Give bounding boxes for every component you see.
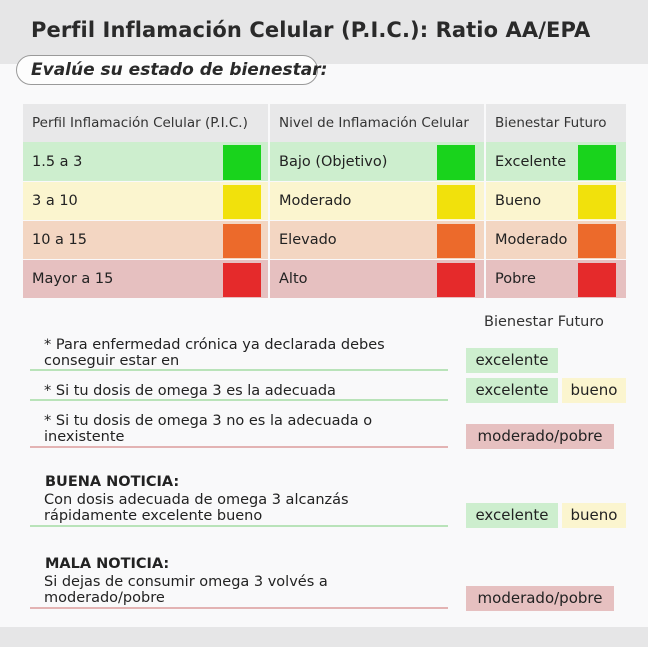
note-line: conseguir estar en [44,353,180,369]
note-line: Si dejas de consumir omega 3 volvés a [44,574,328,590]
column-header-nivel: Nivel de Inflamación Celular [270,104,484,142]
note-heading: BUENA NOTICIA: [45,474,180,490]
note-underline [30,525,448,527]
cell-pic: Mayor a 15 [23,260,268,298]
cell-pic: 10 a 15 [23,221,268,259]
wellbeing-tag: excelente [466,348,558,373]
note-line: * Si tu dosis de omega 3 es la adecuada [44,383,336,399]
footer-band [0,627,648,647]
column-header-pic: Perfil Inflamación Celular (P.I.C.) [23,104,268,142]
note-item [44,413,372,445]
note-line: * Para enfermedad crónica ya declarada debes [44,337,385,353]
wellbeing-tag: excelente [466,378,558,403]
notes-column-header: Bienestar Futuro [484,314,604,330]
level-color-swatch [437,263,475,297]
level-color-swatch [223,185,261,219]
page-title: Perfil Inflamación Celular (P.I.C.): Ratio AA/EPA [31,18,591,42]
wellbeing-tag: bueno [562,503,626,528]
level-color-swatch [437,185,475,219]
cell-nivel: Alto [270,260,484,298]
page-subtitle: Evalúe su estado de bienestar: [16,55,318,85]
cell-bienestar: Bueno [486,182,626,220]
cell-pic: 1.5 a 3 [23,142,268,181]
table-row [23,142,626,181]
wellbeing-tag: bueno [562,378,626,403]
level-color-swatch [578,263,616,297]
note-underline [30,399,448,401]
level-color-swatch [223,263,261,297]
wellbeing-tag: excelente [466,503,558,528]
level-color-swatch [437,224,475,258]
note-item [44,337,385,369]
column-header-bienestar: Bienestar Futuro [486,104,626,142]
note-line: * Si tu dosis de omega 3 no es la adecuada o [44,413,373,429]
note-line: moderado/pobre [44,590,165,606]
cell-bienestar: Moderado [486,221,626,259]
table-row [23,260,626,298]
wellbeing-tag: moderado/pobre [466,586,614,611]
note-line: Con dosis adecuada de omega 3 alcanzás [44,492,349,508]
wellbeing-tag: moderado/pobre [466,424,614,449]
level-color-swatch [223,224,261,258]
note-heading: MALA NOTICIA: [45,556,170,572]
level-color-swatch [223,145,261,180]
level-color-swatch [578,224,616,258]
note-line: rápidamente excelente bueno [44,508,263,524]
cell-nivel: Bajo (Objetivo) [270,142,484,181]
table-header-row [23,104,626,142]
level-color-swatch [578,185,616,219]
level-color-swatch [578,145,616,180]
note-underline [30,369,448,371]
note-item [44,556,328,606]
note-item [44,474,349,524]
cell-pic: 3 a 10 [23,182,268,220]
note-underline [30,446,448,448]
cell-nivel: Moderado [270,182,484,220]
note-item [44,383,336,399]
table-row [23,221,626,259]
table-row [23,182,626,220]
cell-bienestar: Excelente [486,142,626,181]
level-color-swatch [437,145,475,180]
cell-nivel: Elevado [270,221,484,259]
note-underline [30,607,448,609]
cell-bienestar: Pobre [486,260,626,298]
note-line: inexistente [44,429,125,445]
